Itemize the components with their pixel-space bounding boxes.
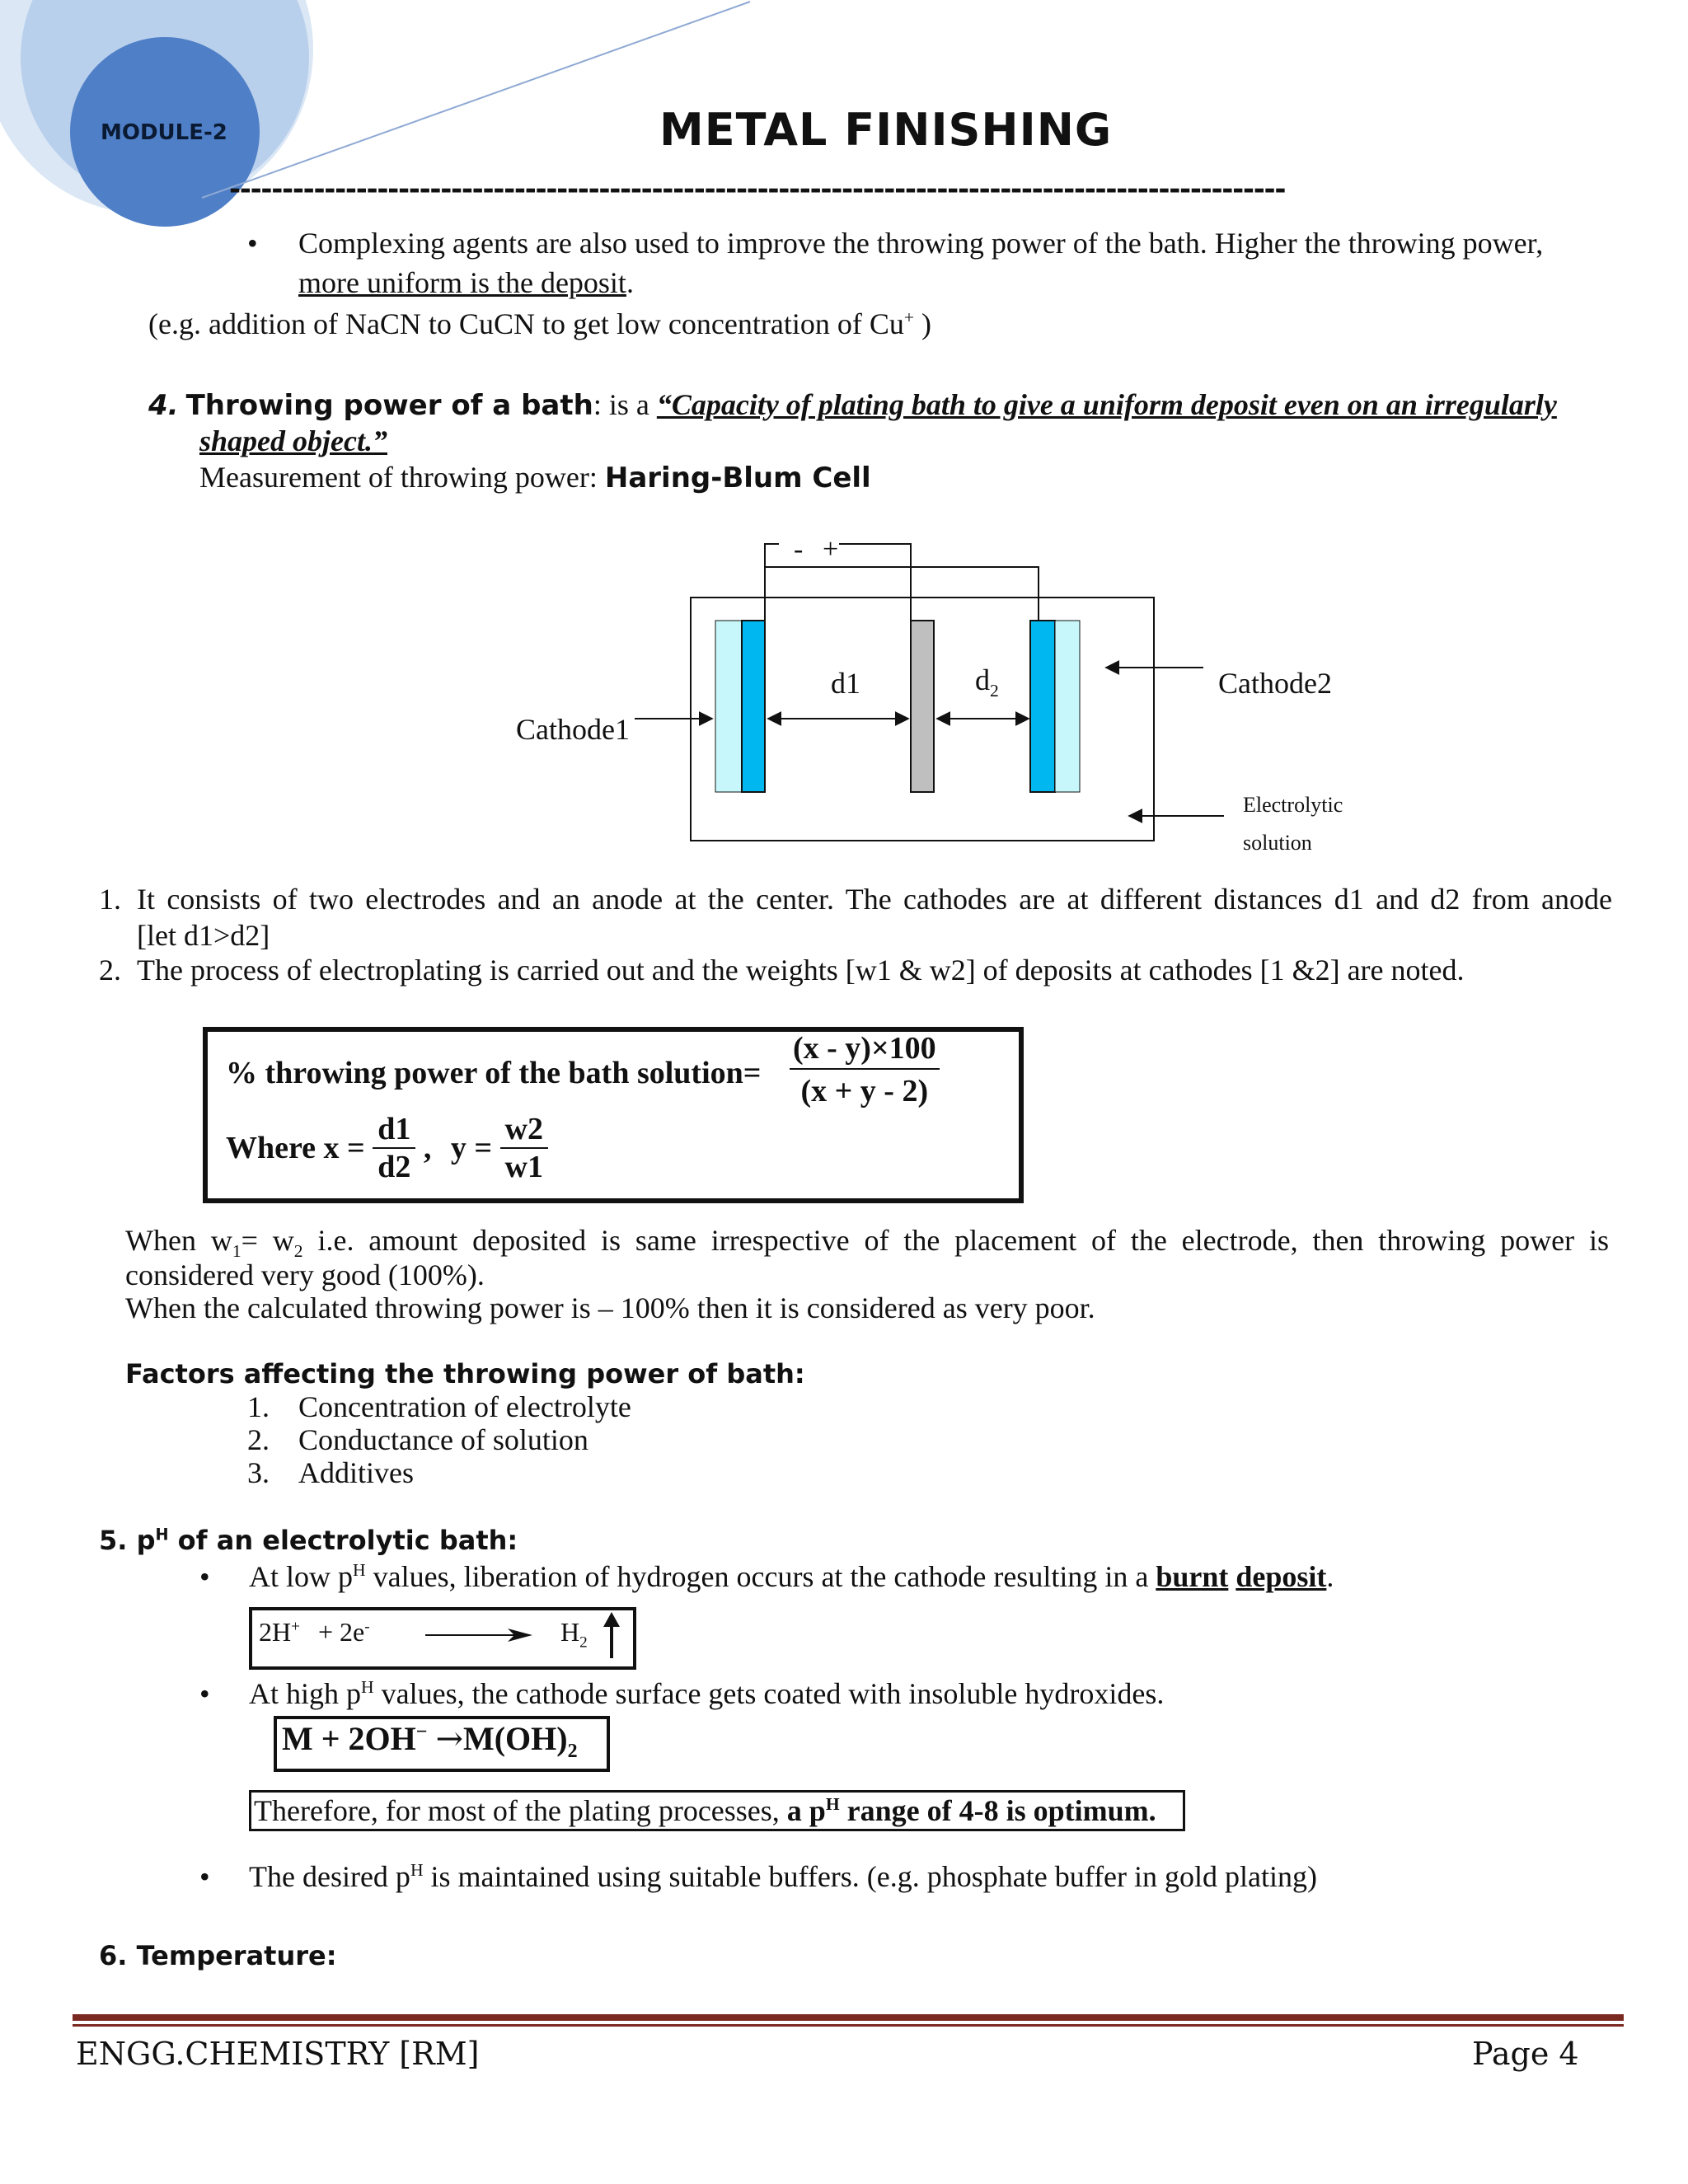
high-ph-text <box>249 1676 1164 1711</box>
high-ph-a: At high p <box>249 1677 362 1710</box>
eq1-2h: 2H <box>259 1617 292 1647</box>
wire-cathodes <box>765 556 1039 621</box>
high-ph-sup: H <box>361 1677 374 1697</box>
formula-numerator: (x - y)×100 <box>790 1030 940 1070</box>
formula-where <box>226 1111 548 1185</box>
terminal-plus: + <box>823 534 839 565</box>
buffer-b: is maintained using suitable buffers. (e.g. phosphate buffer in gold plating) <box>423 1860 1317 1893</box>
note-w: When w <box>125 1224 232 1257</box>
x-fraction <box>373 1111 415 1185</box>
factors-heading: Factors affecting the throwing power of bath: <box>125 1358 805 1390</box>
bullet-dot: • <box>247 227 258 260</box>
note-line3: When the calculated throwing power is – 100% then it is considered as very poor. <box>125 1291 1095 1324</box>
low-ph-b: values, liberation of hydrogen occurs at the cathode resulting in a <box>365 1560 1156 1593</box>
high-ph-b: values, the cathode surface gets coated with insoluble hydroxides. <box>373 1677 1165 1710</box>
section4-colon: : is a <box>593 388 657 421</box>
y-fraction <box>500 1111 548 1185</box>
factor-3-text: Additives <box>298 1456 414 1489</box>
example-nacn <box>148 307 931 341</box>
complexing-line1: Complexing agents are also used to improve the throwing power of the bath. Higher the throwing power, <box>298 227 1544 260</box>
note-line2: considered very good (100%). <box>125 1258 485 1291</box>
point-1-line2: [let d1>d2] <box>137 919 270 952</box>
optimum-b: a p <box>786 1794 826 1827</box>
y-den: w1 <box>504 1150 543 1184</box>
electrolytic-label: Electrolytic <box>1243 793 1343 817</box>
footer-left: ENGG.CHEMISTRY [RM] <box>76 2036 480 2072</box>
cathode1-label: Cathode1 <box>516 713 630 746</box>
optimum-a: Therefore, for most of the plating processes, <box>254 1794 787 1827</box>
section5-p: 5. p <box>99 1525 156 1556</box>
d2-label <box>975 663 999 701</box>
eq2-right: M(OH) <box>462 1720 568 1757</box>
page-number: Page 4 <box>1472 2036 1579 2072</box>
module-label: MODULE-2 <box>101 120 227 145</box>
cathode2-label: Cathode2 <box>1218 667 1332 700</box>
eq1-h-sub: 2 <box>579 1633 588 1652</box>
bullet-dot: • <box>199 1560 210 1593</box>
cathode1-plate <box>742 621 765 792</box>
hydroxide-equation <box>282 1719 578 1762</box>
optimum-sup: H <box>825 1794 840 1814</box>
haring-blum-cell: Haring-Blum Cell <box>604 462 871 494</box>
page-title: METAL FINISHING <box>659 104 1113 156</box>
low-ph-text <box>249 1559 1334 1594</box>
w2-sub: 2 <box>293 1241 303 1262</box>
d2-sub: 2 <box>990 681 999 701</box>
space <box>1228 1560 1236 1593</box>
point-2-num: 2. <box>99 954 121 987</box>
wire-negative <box>765 544 779 556</box>
complexing-agents-text <box>298 226 1609 260</box>
deposit-word: deposit <box>1236 1560 1327 1593</box>
point-1-num: 1. <box>99 883 121 916</box>
note-line1 <box>125 1223 1609 1262</box>
section6-heading: 6. Temperature: <box>99 1940 337 1971</box>
uniform-deposit: more uniform is the deposit <box>298 266 626 299</box>
solution-label: solution <box>1243 831 1312 855</box>
eq1-minus-charge: - <box>364 1618 370 1636</box>
cathode2-coating <box>1055 621 1080 792</box>
note-rest: i.e. amount deposited is same irrespective of the placement of the electrode, then throwing power is <box>302 1224 1609 1257</box>
section4-number: 4. <box>148 389 179 422</box>
eq1-h2 <box>560 1617 588 1652</box>
cathode2-plate <box>1030 621 1055 792</box>
eq1-h: H <box>560 1617 580 1647</box>
section4-term: Throwing power of a bath <box>185 389 593 422</box>
x-num: d1 <box>373 1111 415 1149</box>
w1-sub: 1 <box>232 1241 241 1262</box>
eq2-arrow: → <box>435 1720 463 1758</box>
eq1-plus-charge: + <box>291 1618 300 1636</box>
low-ph-sup: H <box>353 1560 366 1580</box>
factor-2-text: Conductance of solution <box>298 1423 588 1456</box>
definition-line1: “Capacity of plating bath to give a uniform deposit even on an irregularly <box>656 388 1557 421</box>
eq1-electrons: + 2e <box>317 1617 365 1647</box>
optimum-c: range of 4-8 is optimum. <box>839 1794 1156 1827</box>
where-x: Where x = <box>226 1131 365 1165</box>
footer-rule-thin <box>73 2024 1624 2027</box>
header-rule: ---------------------------------------------------------------------------------------------------- <box>229 173 1286 206</box>
d1-label: d1 <box>831 667 860 700</box>
measurement-label: Measurement of throwing power: <box>199 461 605 494</box>
section4-definition <box>148 387 1609 423</box>
where-y: y = <box>450 1131 492 1165</box>
example-close: ) <box>914 307 932 340</box>
note-eq-w: = w <box>241 1224 294 1257</box>
anode-plate <box>911 621 934 792</box>
buffer-a: The desired p <box>249 1860 410 1893</box>
eq2-sub: 2 <box>567 1741 578 1762</box>
period: . <box>626 266 634 299</box>
eq2-left: M + 2OH <box>282 1720 416 1757</box>
section5-h: H <box>155 1525 169 1544</box>
footer-rule-thick <box>73 2014 1624 2021</box>
factor-1-num: 1. <box>247 1390 270 1423</box>
buffer-text <box>249 1859 1317 1894</box>
wire-positive <box>839 544 911 625</box>
section5-heading <box>99 1525 518 1556</box>
bullet-dot: • <box>199 1677 210 1710</box>
eq1-arrow <box>422 1619 537 1652</box>
low-ph-a: At low p <box>249 1560 353 1593</box>
measurement-line <box>199 460 871 495</box>
formula-comma: , <box>423 1131 432 1165</box>
factor-3-num: 3. <box>247 1456 270 1489</box>
section5-rest: of an electrolytic bath: <box>168 1525 518 1556</box>
bullet-dot: • <box>199 1860 210 1893</box>
y-num: w2 <box>500 1111 548 1149</box>
terminal-minus: - <box>794 534 804 565</box>
point-2-line1: The process of electroplating is carried out and the weights [w1 & w2] of deposits at cathodes [1 &2] are noted. <box>137 954 1465 987</box>
cu-charge: + <box>903 307 915 327</box>
x-den: d2 <box>377 1150 411 1184</box>
optimum-text <box>254 1793 1156 1828</box>
example-text: (e.g. addition of NaCN to CuCN to get low concentration of Cu <box>148 307 904 340</box>
formula-label: % throwing power of the bath solution= <box>226 1056 762 1090</box>
factor-2-num: 2. <box>247 1423 270 1456</box>
point-1-line1: It consists of two electrodes and an anode at the center. The cathodes are at different distances d1 and d2 from anode <box>137 883 1612 916</box>
hydrogen-equation <box>259 1617 370 1647</box>
burnt-word: burnt <box>1156 1560 1229 1593</box>
buffer-sup: H <box>410 1860 424 1880</box>
formula-fraction <box>790 1030 940 1109</box>
factor-1-text: Concentration of electrolyte <box>298 1390 631 1423</box>
gas-up-arrow-icon <box>602 1610 621 1660</box>
period: . <box>1326 1560 1334 1593</box>
eq2-charge: − <box>415 1721 428 1743</box>
haring-blum-diagram <box>495 527 1368 874</box>
cathode1-coating <box>715 621 742 792</box>
formula-denominator: (x + y - 2) <box>800 1074 929 1108</box>
definition-line2: shaped object.” <box>199 424 387 457</box>
complexing-line2 <box>298 265 634 300</box>
d2-base: d <box>975 663 990 696</box>
